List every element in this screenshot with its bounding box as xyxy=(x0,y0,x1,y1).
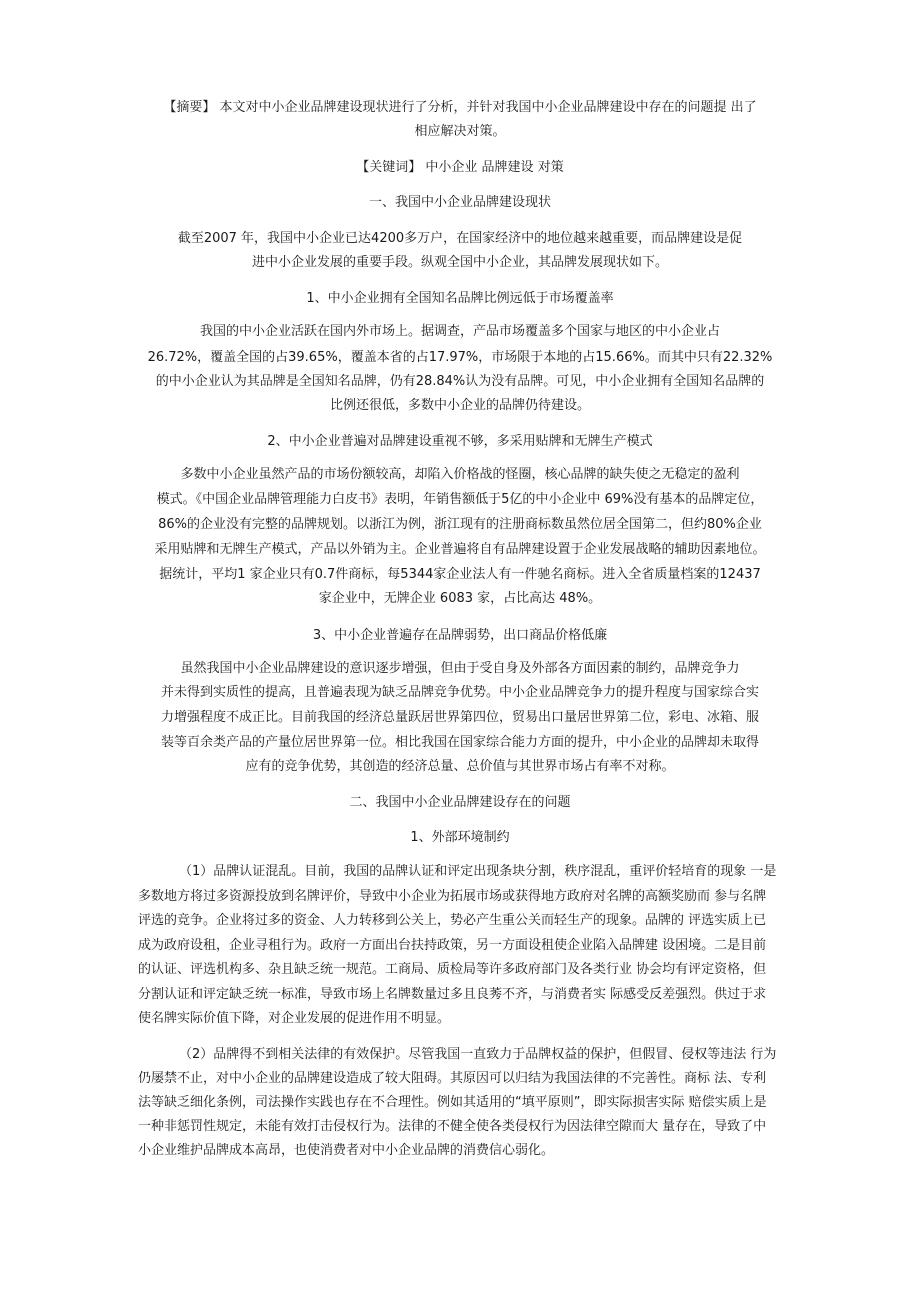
keywords: 【关键词】 中小企业 品牌建设 对策 xyxy=(356,160,564,175)
subsection-2-1-heading: 1、外部环境制约 xyxy=(410,830,510,845)
paragraph-line: 并未得到实质性的提高，且普遍表现为缺乏品牌竞争优势。中小企业品牌竞争力的提升程度与国家综合实 xyxy=(160,685,759,700)
paragraph-line: 采用贴牌和无牌生产模式，产品以外销为主。企业普遍将自有品牌建设置于企业发展战略的辅助因素地位。 xyxy=(154,542,766,557)
paragraph-line: 力增强程度不成正比。目前我国的经济总量跃居世界第四位，贸易出口量居世界第二位，彩电、冰箱、服 xyxy=(160,710,759,725)
paragraph-line: 评选的竞争。企业将过多的资金、人力转移到公关上，势必产生重公关而轻生产的现象。品牌的 评选实质上已 xyxy=(138,913,767,928)
paragraph-line: 多数中小企业虽然产品的市场份额较高，却陷入价格战的怪圈，核心品牌的缺失使之无稳定的盈利 xyxy=(180,467,740,482)
paragraph-line: 家企业中，无牌企业 6083 家，占比高达 48%。 xyxy=(318,591,602,606)
paragraph-line: 26.72%，覆盖全国的占39.65%，覆盖本省的占17.97%，市场限于本地的占15.66%。而其中只有22.32% xyxy=(147,350,773,365)
paragraph-line: 装等百余类产品的产量位居世界第一位。相比我国在国家综合能力方面的提升，中小企业的品牌却未取得 xyxy=(160,735,759,750)
section-2-heading: 二、我国中小企业品牌建设存在的问题 xyxy=(349,795,571,810)
paragraph-line: 分割认证和评定缺乏统一标准，导致市场上名牌数量过多且良莠不齐，与消费者实 际感受反差强烈。供过于求 xyxy=(138,987,767,1002)
paragraph-line: 据统计，平均1 家企业只有0.7件商标，每5344家企业法人有一件驰名商标。进入全省质量档案的12437 xyxy=(159,567,761,582)
paragraph-line: 比例还很低，多数中小企业的品牌仍待建设。 xyxy=(329,398,590,413)
section-1-intro-line-2: 进中小企业发展的重要手段。纵观全国中小企业，其品牌发展现状如下。 xyxy=(251,255,668,270)
paragraph-line: 使名牌实际价值下降，对企业发展的促进作用不明显。 xyxy=(138,1011,451,1026)
paragraph-line: 成为政府设租，企业寻租行为。政府一方面出台扶持政策，另一方面设租使企业陷入品牌建 设困境。二是目前 xyxy=(138,938,767,953)
paragraph-line: 模式。《中国企业品牌管理能力白皮书》表明，年销售额低于5亿的中小企业中 69%没有基本的品牌定位， xyxy=(156,492,764,507)
paragraph-line: 多数地方将过多资源投放到名牌评价，导致中小企业为拓展市场或获得地方政府对名牌的高额奖励而 参与名牌 xyxy=(138,889,767,904)
abstract-line-1: 【摘要】 本文对中小企业品牌建设现状进行了分析，并针对我国中小企业品牌建设中存在的问题提 出了 xyxy=(163,100,757,115)
paragraph-line: 的中小企业认为其品牌是全国知名品牌，仍有28.84%认为没有品牌。可见，中小企业拥有全国知名品牌的 xyxy=(155,374,765,389)
paragraph-line: （1）品牌认证混乱。目前，我国的品牌认证和评定出现条块分割，秩序混乱，重评价轻培育的现象 一是 xyxy=(179,864,777,879)
paragraph-line: 小企业维护品牌成本高昂，也使消费者对中小企业品牌的消费信心弱化。 xyxy=(138,1143,555,1158)
paragraph-line: 一种非惩罚性规定，未能有效打击侵权行为。法律的不健全使各类侵权行为因法律空隙而大 量存在，导致了中 xyxy=(138,1119,767,1134)
paragraph-line: 的认证、评选机构多、杂且缺乏统一规范。工商局、质检局等许多政府部门及各类行业 协会均有评定资格，但 xyxy=(138,962,767,977)
paragraph-line: 虽然我国中小企业品牌建设的意识逐步增强，但由于受自身及外部各方面因素的制约，品牌竞争力 xyxy=(180,661,740,676)
subsection-1-2-heading: 2、中小企业普遍对品牌建设重视不够，多采用贴牌和无牌生产模式 xyxy=(267,434,653,449)
paragraph-line: （2）品牌得不到相关法律的有效保护。尽管我国一直致力于品牌权益的保护，但假冒、侵权等违法 行为 xyxy=(179,1047,777,1062)
subsection-1-3-heading: 3、中小企业普遍存在品牌弱势，出口商品价格低廉 xyxy=(312,628,608,643)
paragraph-line: 86%的企业没有完整的品牌规划。以浙江为例，浙江现有的注册商标数虽然位居全国第二，但约80%企业 xyxy=(158,517,762,532)
section-1-heading: 一、我国中小企业品牌建设现状 xyxy=(368,195,551,210)
paragraph-line: 法等缺乏细化条例，司法操作实践也存在不合理性。例如其适用的“填平原则”，即实际损害实际 赔偿实质上是 xyxy=(138,1095,767,1110)
paragraph-line: 我国的中小企业活跃在国内外市场上。据调查，产品市场覆盖多个国家与地区的中小企业占 xyxy=(199,324,720,339)
section-1-intro-line-1: 截至2007 年，我国中小企业已达4200多万户，在国家经济中的地位越来越重要，而品牌建设是促 xyxy=(177,231,743,246)
paragraph-line: 仍屡禁不止，对中小企业的品牌建设造成了较大阻碍。其原因可以归结为我国法律的不完善性。商标 法、专利 xyxy=(138,1071,767,1086)
abstract-line-2: 相应解决对策。 xyxy=(414,124,506,139)
paragraph-line: 应有的竞争优势，其创造的经济总量、总价值与其世界市场占有率不对称。 xyxy=(245,759,675,774)
subsection-1-1-heading: 1、中小企业拥有全国知名品牌比例远低于市场覆盖率 xyxy=(306,291,614,306)
